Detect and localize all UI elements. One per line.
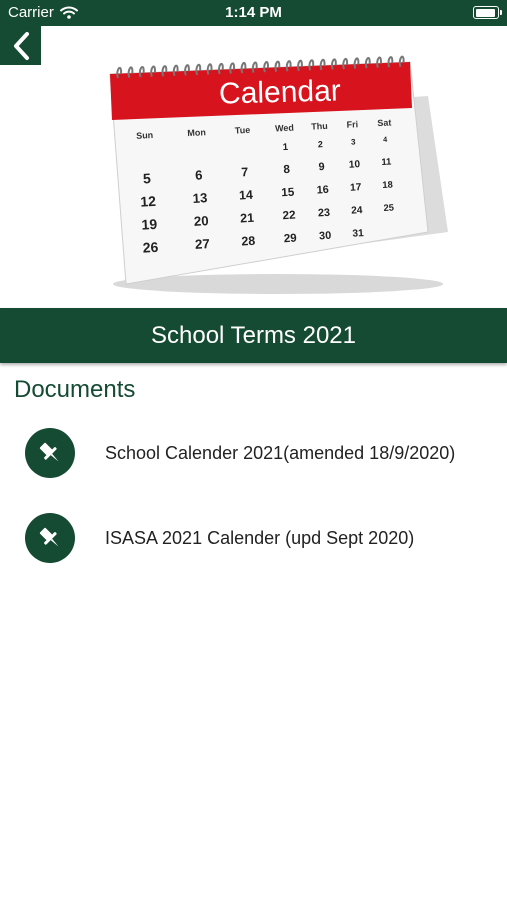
page-title-bar (0, 308, 507, 363)
calendar-day: 14 (238, 187, 254, 203)
calendar-day: 19 (141, 215, 158, 233)
calendar-day: 7 (240, 165, 249, 180)
carrier-label: Carrier (8, 4, 54, 21)
calendar-day: 8 (283, 162, 291, 177)
calendar-day: 11 (381, 156, 392, 168)
documents-heading: Documents (14, 376, 136, 403)
calendar-illustration (98, 36, 450, 298)
calendar-weekday: Wed (274, 122, 295, 134)
calendar-day: 26 (142, 238, 159, 256)
document-label: School Calender 2021(amended 18/9/2020) (105, 442, 456, 463)
calendar-day: 21 (239, 210, 255, 226)
calendar-day: 4 (382, 134, 388, 144)
calendar-day: 30 (318, 229, 332, 243)
calendar-day: 20 (193, 213, 209, 229)
calendar-weekday: Sat (377, 117, 392, 129)
pin-icon (25, 428, 75, 478)
battery-icon (473, 6, 499, 19)
calendar-weekday: Sun (135, 129, 154, 141)
calendar-day: 6 (194, 167, 203, 183)
calendar-title: Calendar (218, 74, 342, 111)
status-time: 1:14 PM (225, 4, 282, 21)
calendar-day: 18 (382, 179, 394, 190)
calendar-day: 15 (281, 185, 295, 200)
calendar-weekday: Fri (346, 119, 359, 130)
calendar-day: 10 (348, 159, 361, 171)
status-bar (0, 0, 507, 26)
calendar-weekday: Mon (187, 127, 207, 139)
calendar-day: 17 (349, 182, 362, 194)
calendar-day: 24 (351, 205, 363, 217)
calendar-day: 22 (282, 208, 296, 223)
calendar-day: 1 (282, 141, 289, 154)
pin-icon (25, 513, 75, 563)
document-label: ISASA 2021 Calender (upd Sept 2020) (105, 527, 415, 548)
chevron-left-icon (12, 31, 30, 61)
calendar-day: 16 (316, 183, 330, 197)
calendar-day: 3 (350, 137, 356, 147)
calendar-day: 27 (194, 236, 211, 252)
calendar-day: 31 (352, 228, 365, 240)
calendar-day: 25 (383, 202, 395, 213)
calendar-day: 12 (139, 192, 157, 210)
calendar-day: 2 (317, 139, 324, 150)
calendar-day: 28 (241, 233, 256, 249)
back-button[interactable] (0, 26, 41, 65)
page-title: School Terms 2021 (150, 321, 356, 349)
calendar-day: 23 (317, 206, 331, 220)
calendar-day: 9 (318, 161, 325, 174)
document-item-school-calender[interactable] (0, 423, 507, 483)
calendar-weekday: Thu (310, 120, 328, 132)
calendar-weekday: Tue (234, 124, 251, 136)
calendar-day: 29 (283, 231, 298, 246)
calendar-day: 13 (192, 190, 208, 206)
calendar-day: 5 (142, 170, 152, 187)
document-item-isasa-calender[interactable] (0, 508, 507, 568)
